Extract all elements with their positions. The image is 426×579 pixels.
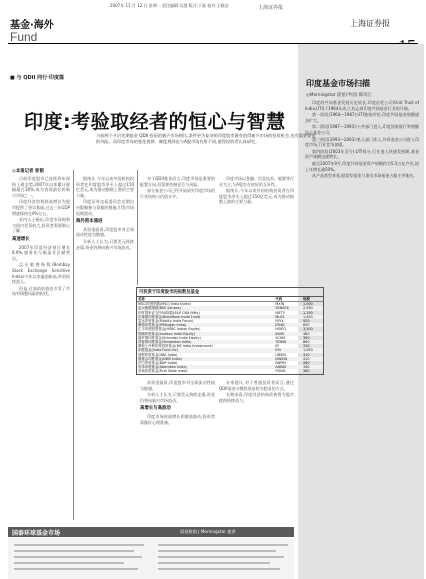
table-cell: BNPIN: [275, 361, 286, 366]
article-lead: 与前两个开启先期基金 QDII 投资的新兴市场相比,条件更为复杂的印度股市既有值得新兴市场的投资机会,也有需要警觉的风险。而印度市场的变化规律、制度规则也与A股市场有所不同,值得投资者认真研究。: [96, 133, 316, 144]
article-column-4: [219, 176, 294, 281]
article-byline: ◎本报记者 张韬: [12, 169, 44, 174]
table-cell: 280: [303, 361, 310, 366]
table-cell: 390: [303, 335, 310, 340]
table-cell: SCHIE: [275, 335, 286, 340]
article-column-6: [219, 380, 294, 520]
section-title-en: Fund: [10, 30, 38, 44]
table-cell: IFN: [274, 348, 302, 352]
article-paragraph: 2007年印度经济预计增长8.9%,服务业与制造业贡献突出。: [12, 244, 70, 261]
article-paragraph: 印度市场的高增长伴随高波动,投资者需做好心理准备。: [140, 413, 215, 425]
table-cell: UBSIN: [275, 352, 286, 357]
article-paragraph: 业内人士指出,印度市场规则与国内差异较大,投资者需要耐心了解。: [12, 217, 70, 234]
table-cell: 1,000: [303, 302, 313, 307]
table-cell: 1,190: [303, 310, 313, 315]
footer-content: [8, 538, 294, 579]
table-title: 可投资于印度股市的指数及基金: [137, 288, 323, 297]
article-paragraph: 印度市场以金融、信息技术、能源等行业为主,与A股存在较好的互补性。: [219, 176, 294, 187]
column-divider: [73, 170, 74, 520]
table-cell: 富达印度基金(Fidelity India Focus): [138, 319, 194, 324]
table-cell: 印度基金(India Fund Inc): [137, 348, 274, 352]
table-cell: 920: [303, 319, 310, 324]
table-cell: 310: [303, 352, 310, 357]
article-paragraph: 印度经济的持续高增长为股市提供了坚实基础,过去三年GDP增速保持在9%左右。: [12, 199, 70, 216]
paper-name: 上海证券报: [350, 19, 390, 28]
article-column-3: [140, 176, 215, 281]
table-header-cell: 代码: [274, 297, 302, 302]
article-paragraph: 专家建议,对于普通投资者而言,通过QDII基金分散投资是较为稳妥的方式。: [219, 380, 294, 391]
article-paragraph: 对于QDII基金而言,印度市场是重要的配置方向,但需要控制仓位与风险。: [140, 176, 215, 187]
article-column-1: [12, 176, 70, 521]
sidebar-paragraph: 第二阶段(1987—1993):公共部门进入,印度国家银行等相继设立基金公司。: [305, 124, 419, 135]
table-grid: [137, 297, 323, 374]
article-paragraph: 目前印度股市已连续四年保持上涨态势,2007年以来累计涨幅超过30%,成为表现最好的新兴市场之一。: [12, 176, 70, 198]
table-cell: MLIIX: [274, 315, 302, 319]
sidebar-paragraph: 第一阶段(1964—1987):UTI独家经营,印度共同基金规模逐步扩大。: [305, 112, 419, 123]
article-subhead: 高增长与高波动: [140, 406, 171, 412]
article-paragraph: 分析人士认为,只要美元持续走弱,资金仍将向新兴市场流动。: [140, 392, 215, 403]
table-cell: NIFTY: [275, 310, 285, 315]
table-cell: FIFIX: [275, 319, 284, 324]
table-cell: JFIND: [274, 323, 302, 327]
article-column-2: [76, 176, 134, 521]
table-cell: 1,450: [302, 315, 323, 319]
article-paragraph: 据统计,今年以来外国机构投资者在印度股市净买入超过150亿美元,成为推动指数上涨的主要力量。: [219, 188, 294, 205]
sidebar-author: ◎Morningstar 晨星(中国) 陈岚江: [306, 93, 372, 98]
table-cell: 邓普顿印度基金(Templeton India): [137, 340, 274, 344]
table-cell: 安本印度基金(Aberdeen India): [137, 365, 274, 369]
sidebar-paragraph: 第三阶段(1993—2003):私人部门准入,外资基金公司进入印度市场,行业竞争加剧。: [305, 136, 419, 148]
footer-note: 晨星数据 | Morningstar 提供: [180, 529, 236, 534]
sidebar-paragraph: 从产品类型来看,股票型基金与货币市场基金占据主导地位。: [312, 173, 418, 179]
column-divider: [137, 170, 138, 285]
article-headline: 印度:考验取经者的恒心与智慧: [24, 111, 286, 133]
table-cell: INVIE: [274, 332, 302, 336]
table-row: [137, 369, 323, 373]
footer-title: 国泰环球基金市场: [12, 530, 61, 537]
article-paragraph: 分析人士认为,只要美元持续走弱,资金仍将向新兴市场流动。: [76, 238, 134, 250]
sidebar-paragraph: 第四阶段(2003年至今):UTI拆分,行业进入快速发展期,基金资产规模迅速增长。: [305, 148, 419, 160]
table-cell: 印度国家证交所50指数(S&P CNX Nifty): [138, 310, 200, 315]
table-cell: 480: [302, 332, 323, 336]
table-cell: 1,050: [302, 348, 323, 352]
article-paragraph: 长期来看,印度经济结构改善将为股市提供持续动力。: [219, 392, 294, 403]
table-cell: 汇丰印度股票基金(HSBC Indian Equity): [138, 327, 201, 332]
sidebar-paragraph: 印度的共同基金发展历史较长,印度信托公司(Unit Trust of India,UTI)于1964年成立,标志着印度共同基金行业的开端。: [305, 100, 419, 111]
table-cell: SENSEX: [274, 306, 302, 310]
sidebar-text: [305, 100, 419, 520]
table-cell: 2,590: [302, 306, 323, 310]
table-cell: 景顺印度基金(Invesco India Equity): [137, 332, 274, 336]
table-body: [137, 302, 323, 374]
article-paragraph: 从资金面看,印度股市对全球流动性较为敏感。: [140, 380, 215, 391]
table-cell: 360: [303, 369, 310, 374]
table-cell: 摩根士丹利印度投资基金(MS India Investment): [138, 344, 213, 349]
table-cell: 法巴印度基金(BNP India): [138, 361, 178, 366]
table-cell: 摩根印度基金(JPMorgan India): [137, 323, 274, 327]
article-paragraph: 印度证券交易委员会近期出台限制参与票据的措施,引发市场短期波动。: [76, 199, 134, 216]
article-subhead: 高速增长: [12, 236, 30, 242]
table-cell: 施罗德印度基金(Schroder India Equity): [138, 335, 201, 340]
article-paragraph: 从资金面看,印度股市对全球流动性较为敏感。: [76, 226, 134, 238]
table-cell: 孟买敏感指数(BSE Sensex): [137, 306, 274, 310]
table-cell: HSIEQ: [275, 327, 286, 332]
table-cell: 首域印度基金(First State India): [138, 369, 188, 374]
sidebar-paragraph: 截至2007年9月,印度共同基金资产规模约为5.5万亿卢比,较上年增长逾50%。: [305, 160, 419, 172]
article-kicker: ■ 与 QDII 同行·印度篇: [10, 75, 64, 81]
table-cell: MSCI印度指数(MSCI India Index): [138, 302, 191, 307]
table-cell: 贝莱德印度基金(BlackRock India Fund): [137, 315, 274, 319]
table-cell: 3,200: [303, 327, 313, 332]
table-cell: 瑞银印度基金(UBS India): [138, 352, 178, 357]
header-date-line: 2007年 11 月 12 日 星期一 责任编辑:吴越 版式:于磊 校对:王晓洁: [110, 3, 229, 8]
table-cell: FSIND: [275, 369, 286, 374]
sidebar-title: 印度基金市场扫描: [306, 79, 370, 88]
footer-decoration: [8, 538, 294, 579]
table-cell: 340: [302, 365, 323, 369]
section-title: 基金·海外: [10, 20, 54, 31]
table-cell: MXIN: [275, 302, 285, 307]
table-cell: TEMIN: [274, 340, 302, 344]
table-cell: 德意志印度基金(DWS India): [137, 357, 274, 361]
table-cell: 410: [302, 357, 323, 361]
table-cell: IIF: [275, 344, 280, 349]
article-paragraph: 孟买敏感指数(Bombay Stock Exchange Sensitive Index)今年以来屡创新高,外资持续流入。: [12, 262, 70, 285]
article-subhead: 海外资本涌进: [76, 219, 103, 225]
article-paragraph: 但是,过高的估值也引发了市场对调整风险的担忧。: [12, 285, 70, 297]
table-header-cell: 名称: [137, 297, 274, 302]
article-column-5: [140, 380, 215, 520]
table-cell: 860: [302, 340, 323, 344]
table-cell: 720: [303, 344, 310, 349]
article-paragraph: 据统计,今年以来外国机构投资者在印度股市净买入超过150亿美元,成为推动指数上涨的主要力量。: [76, 176, 134, 198]
table-cell: ABIND: [274, 365, 302, 369]
table-header-cell: 规模: [302, 297, 323, 302]
table-cell: 650: [302, 323, 323, 327]
fund-table: [136, 287, 324, 375]
article-paragraph: 部分基金公司已经开始研究印度市场的行业结构与估值水平。: [140, 188, 215, 199]
header-brand: 上海证券报: [258, 5, 284, 11]
table-cell: DWSIN: [274, 357, 302, 361]
